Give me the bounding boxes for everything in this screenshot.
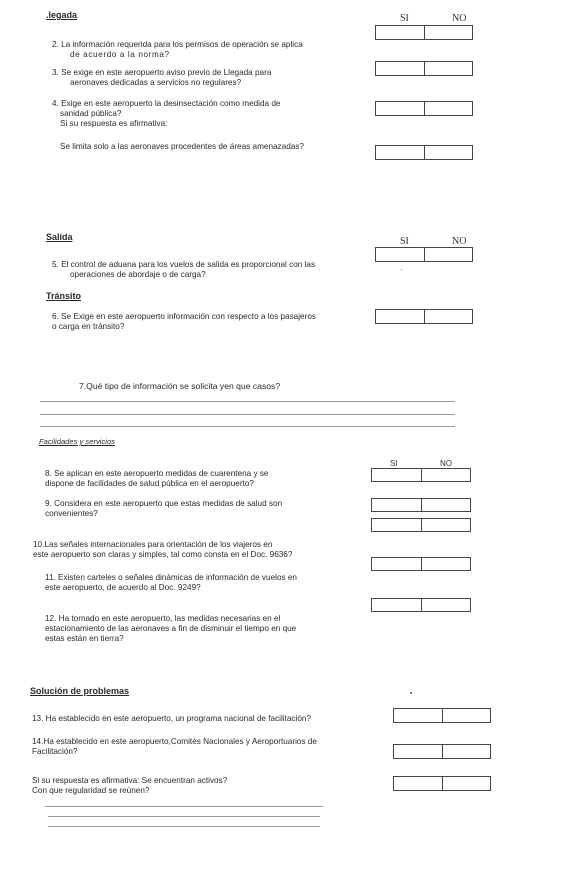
answer-line-q14b-3[interactable] [48,826,320,827]
answer-box-q13[interactable] [393,708,491,723]
question-9: 9. Considera en este aeropuerto que estas medidas de salud son convenientes? [45,499,283,518]
answer-box-q8[interactable] [371,468,471,482]
answer-line-q14b-1[interactable] [45,806,323,807]
answer-box-q14b[interactable] [393,776,491,791]
answer-line-q7-2[interactable] [40,414,455,415]
answer-box-q4[interactable] [375,101,473,116]
question-5: 5. El control de aduana para los vuelos de salida es proporcional con las operaciones de abordaje o de carga? [52,260,316,279]
question-14: 14.Ha establecido en este aeropuerto,Comités Nacionales y Aeroportuarios de Facilitación? [32,737,317,756]
answer-line-q14b-2[interactable] [48,816,320,817]
answer-box-q4b[interactable] [375,145,473,160]
question-3: 3. Se exige en este aeropuerto aviso previo de Llegada para aeronaves dedicadas a servicios no regulares? [52,68,272,87]
no-label: NO [452,236,467,247]
si-label: SI [390,459,398,468]
answer-line-q7-3[interactable] [40,426,455,427]
answer-box-q10[interactable] [371,557,471,571]
section-solucion-heading: Solución de problemas [30,686,130,696]
answer-box-q5[interactable] [375,247,473,262]
answer-box-q14[interactable] [393,744,491,759]
answer-box-q3[interactable] [375,61,473,76]
question-4: 4. Exige en este aeropuerto la desinsectación como medida de sanidad pública? Si su respuesta es afirmativa: [52,99,281,128]
section-facilidades-heading: Facilidades y servicios [39,437,115,446]
question-7: 7.Qué tipo de información se solicita yen que casos? [79,381,281,391]
si-label: SI [400,13,409,24]
question-12: 12. Ha tornado en este aeropuerto, las medidas necesarias en el estacionamiento de las aeronaves a fin de disminuir el tiempo en que estas están en tierra? [45,614,297,643]
question-14b: Si su respuesta es afirmativa: Se encuentran activos? Con que regularidad se reúnen? [32,776,228,795]
si-label: SI [400,236,409,247]
section-llegada-heading: .legada [46,10,78,20]
question-11: 11. Existen carteles o señales dinámicas de información de vuelos en este aeropuerto, de acuerdo al Doc. 9249? [45,573,297,592]
question-10: 10.Las señales internacionales para orientación de los viajeros en este aeropuerto son claras y simples, tal como consta en el Doc. 9636? [33,540,293,559]
answer-box-q9[interactable] [371,498,471,512]
question-4b: Se limita solo a las aeronaves procedentes de áreas amenazadas? [60,142,304,151]
section-salida-heading: Salida [46,232,73,242]
question-2: 2. La información requerida para los permisos de operación se aplica de acuerdo a la norma? [52,40,303,59]
answer-box-q11[interactable] [371,598,471,612]
question-8: 8. Se aplican en este aeropuerto medidas de cuarentena y se dispone de facilidades de salud pública en el aeropuerto? [45,469,269,488]
answer-box-q9b[interactable] [371,518,471,532]
question-13: 13. Ha establecido en este aeropuerto, un programa nacional de facilitación? [32,714,312,723]
answer-box-q6[interactable] [375,309,473,324]
question-6: 6. Se Exige en este aeropuerto información con respecto a los pasajeros o carga en tránsito? [52,312,316,331]
answer-line-q7-1[interactable] [40,401,455,402]
section-transito-heading: Tránsito [46,291,82,301]
no-label: NO [452,13,467,24]
answer-box-q2[interactable] [375,25,473,40]
no-label: NO [440,459,452,468]
